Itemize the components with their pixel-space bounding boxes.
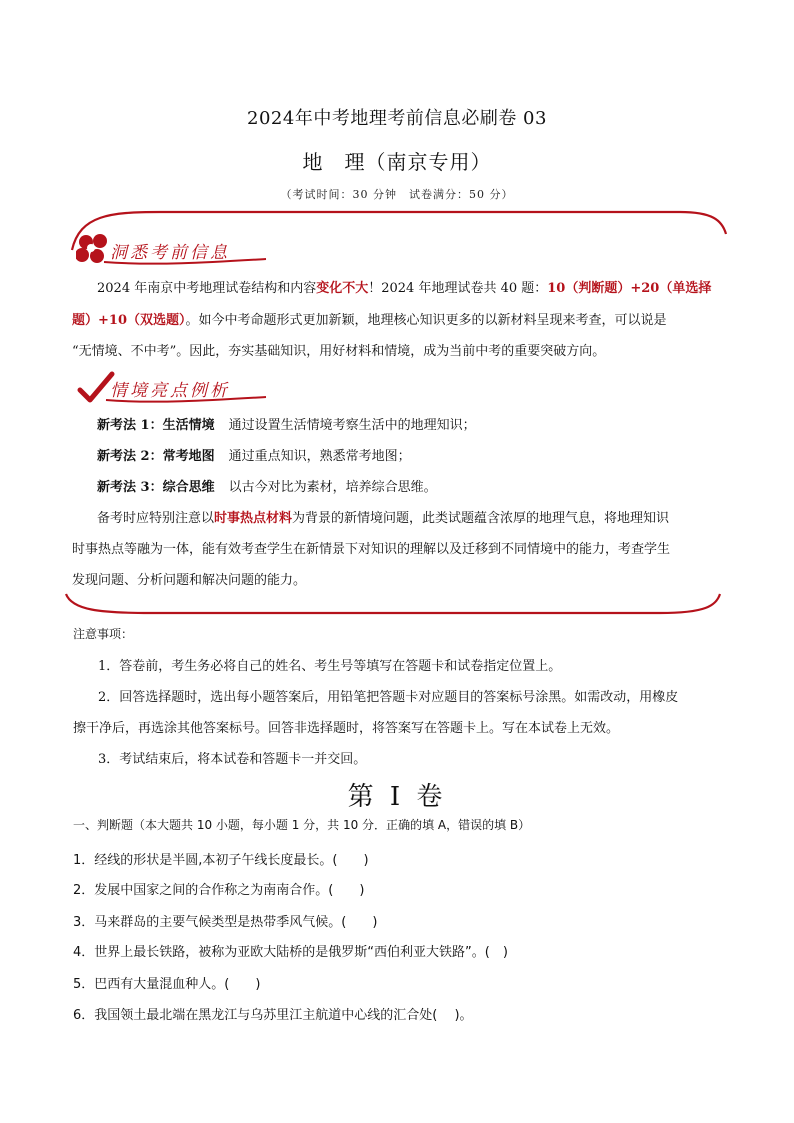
method-desc: 通过设置生活情境考察生活中的地理知识； <box>228 418 476 433</box>
advice-text: 为背景的新情境问题，此类试题蕴含浓厚的地理气息，将地理知识 <box>292 511 670 526</box>
notice-item-cont: 擦干净后，再选涂其他答案标号。回答非选择题时，将答案写在答题卡上。写在本试卷上无效。 <box>73 721 620 736</box>
method-item <box>97 411 476 441</box>
method-desc: 以古今对比为素材，培养综合思维。 <box>228 480 437 495</box>
intro-line-2 <box>72 306 742 336</box>
method-head: 新考法 1： <box>97 418 163 433</box>
volume-title: 第 I 卷 <box>347 782 447 812</box>
intro-text: 2024 年南京中考地理试卷结构和内容 <box>97 281 317 296</box>
banner-highlights <box>76 370 276 408</box>
question-item: 2．发展中国家之间的合作称之为南南合作。( ) <box>73 883 365 898</box>
section-heading: 一、判断题（本大题共 10 小题，每小题 1 分，共 10 分．正确的填 A，错误的填 B） <box>73 818 531 832</box>
method-head: 新考法 2： <box>97 449 163 464</box>
advice-text: 备考时应特别注意以 <box>97 511 215 526</box>
intro-highlight-structure-cont: 题）+10（双选题） <box>72 313 186 328</box>
intro-line-3: “无情境、不中考”。因此，夯实基础知识，用好材料和情境，成为当前中考的重要突破方向。 <box>72 344 606 359</box>
method-item <box>97 473 437 503</box>
banner-exam-info-label: 洞悉考前信息 <box>110 243 230 263</box>
question-item: 5．巴西有大量混血种人。( ) <box>73 977 261 992</box>
advice-line-3: 发现问题、分析问题和解决问题的能力。 <box>72 573 307 588</box>
notice-heading: 注意事项： <box>73 627 134 641</box>
method-head: 新考法 3： <box>97 480 163 495</box>
intro-highlight-change: 变化不大 <box>316 281 369 296</box>
question-item: 6．我国领土最北端在黑龙江与乌苏里江主航道中心线的汇合处( )。 <box>73 1008 473 1023</box>
notice-item: 1．答卷前，考生务必将自己的姓名、考生号等填写在答题卡和试卷指定位置上。 <box>98 659 562 674</box>
exam-time-info: （考试时间：30 分钟 试卷满分：50 分） <box>280 188 514 201</box>
notice-item: 2．回答选择题时，选出每小题答案后，用铅笔把答题卡对应题目的答案标号涂黑。如需改动，用橡皮 <box>98 690 679 705</box>
intro-text: 。如今中考命题形式更加新颖，地理核心知识更多的以新材料呈现来考查，可以说是 <box>185 313 667 328</box>
banner-exam-info <box>76 232 276 268</box>
question-item: 4．世界上最长铁路，被称为亚欧大陆桥的是俄罗斯“西伯利亚大铁路”。( ) <box>73 945 508 960</box>
method-name: 综合思维 <box>162 480 215 495</box>
intro-line-1 <box>97 274 737 304</box>
method-item <box>97 442 411 472</box>
advice-line-2: 时事热点等融为一体，能有效考查学生在新情景下对知识的理解以及迁移到不同情境中的能力，考查学生 <box>72 542 671 557</box>
question-item: 3．马来群岛的主要气候类型是热带季风气候。( ) <box>73 915 378 930</box>
method-name: 常考地图 <box>162 449 215 464</box>
intro-highlight-structure: 10（判断题）+20（单选择 <box>547 281 712 296</box>
notice-item: 3．考试结束后，将本试卷和答题卡一并交回。 <box>98 752 367 767</box>
method-desc: 通过重点知识，熟悉常考地图； <box>228 449 411 464</box>
banner-highlights-label: 情境亮点例析 <box>110 381 230 401</box>
exam-subtitle: 地 理（南京专用） <box>302 150 492 174</box>
intro-text: ！2024 年地理试卷共 40 题： <box>368 281 548 296</box>
advice-highlight: 时事热点材料 <box>214 511 293 526</box>
question-item: 1．经线的形状是半圆,本初子午线长度最长。( ) <box>73 853 369 868</box>
method-name: 生活情境 <box>162 418 215 433</box>
advice-line-1 <box>97 504 742 534</box>
exam-title: 2024年中考地理考前信息必刷卷 03 <box>247 108 547 129</box>
